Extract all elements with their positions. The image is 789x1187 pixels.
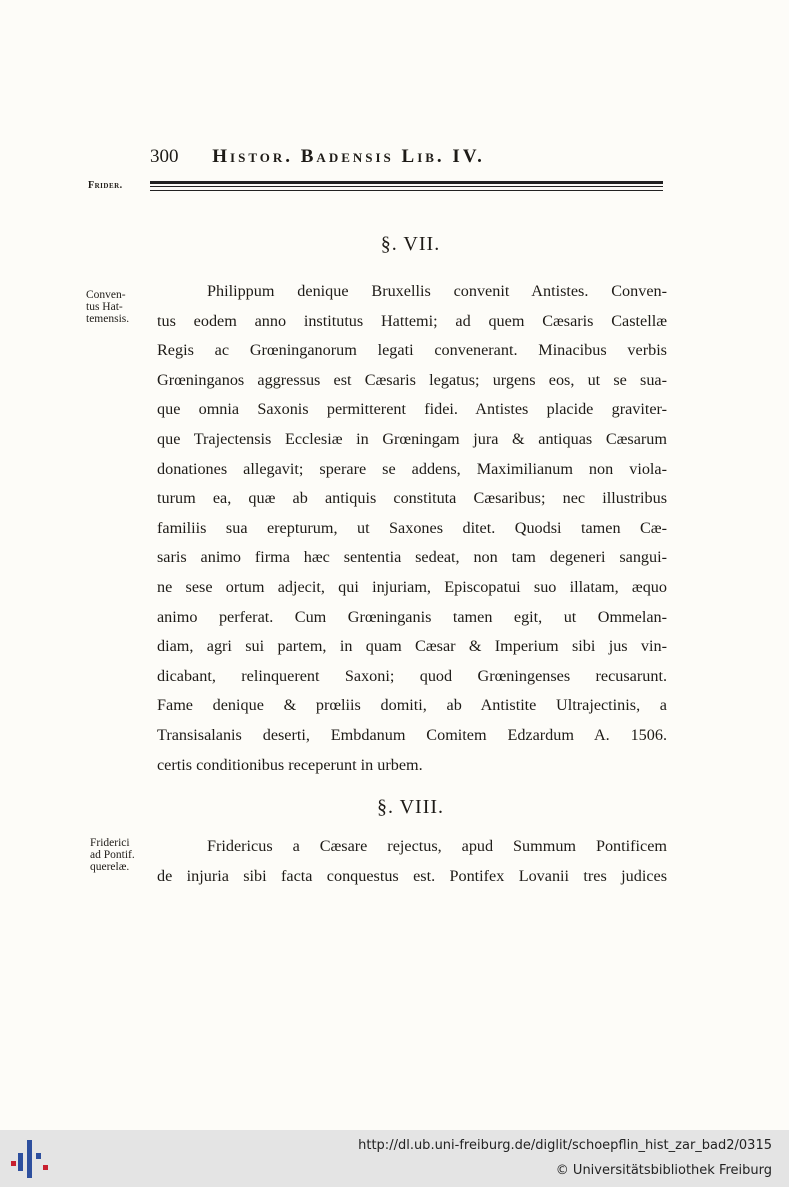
- text-line: de injuria sibi facta conquestus est. Pontifex Lovanii tres judices: [157, 866, 667, 885]
- section-heading: §. VIII.: [376, 796, 445, 818]
- text-line: familiis sua erepturum, ut Saxones ditet. Quodsi tamen Cæ-: [157, 518, 667, 537]
- text-line: diam, agri sui partem, in quam Cæsar & Imperium sibi jus vin-: [157, 637, 667, 656]
- text-line: donationes allegavit; sperare se addens, Maximilianum non viola-: [157, 459, 667, 478]
- text-line: Philippum denique Bruxellis convenit Antistes. Conven-: [207, 282, 667, 300]
- text-line: turum ea, quæ ab antiquis constituta Cæsaribus; nec illustribus: [157, 489, 667, 508]
- text-line: que omnia Saxonis permitterent fidei. Antistes placide graviter-: [157, 400, 667, 419]
- section-body: [157, 832, 667, 891]
- text-line: Transisalanis deserti, Embdanum Comitem Edzardum A. 1506.: [157, 725, 667, 744]
- margin-note-line: ad Pontif.: [90, 849, 135, 861]
- page-number: 300: [150, 146, 179, 167]
- margin-note: [90, 837, 135, 873]
- margin-note-line: querelæ.: [90, 861, 130, 873]
- text-line: ne sese ortum adjecit, qui injuriam, Episcopatui suo illatam, æquo: [157, 577, 667, 596]
- text-line: tus eodem anno institutus Hattemi; ad quem Cæsaris Castellæ: [157, 311, 667, 330]
- margin-label: Frider.: [88, 180, 123, 191]
- header-rule-thin: [150, 186, 663, 187]
- viewer-footer: [0, 1130, 789, 1187]
- margin-note-line: tus Hat-: [86, 301, 123, 313]
- library-logo-icon: [10, 1139, 50, 1179]
- margin-note-line: Conven-: [86, 289, 126, 301]
- running-header: [150, 146, 670, 168]
- permalink-url[interactable]: http://dl.ub.uni-freiburg.de/diglit/schoepflin_hist_zar_bad2/0315: [358, 1138, 772, 1153]
- margin-note-line: Friderici: [90, 837, 130, 849]
- text-line: dicabant, relinquerent Saxoni; quod Grœningenses recusarunt.: [157, 666, 667, 685]
- text-line: saris animo firma hæc sententia sedeat, non tam degeneri sangui-: [157, 548, 667, 567]
- section-body: [157, 277, 667, 780]
- margin-note-line: temensis.: [86, 313, 130, 325]
- text-line: Grœninganos aggressus est Cæsaris legatus; urgens eos, ut se sua-: [157, 370, 667, 389]
- text-line: Fame denique & prœliis domiti, ab Antistite Ultrajectinis, a: [157, 696, 667, 715]
- text-line: Regis ac Grœninganorum legati convenerant. Minacibus verbis: [157, 341, 667, 360]
- margin-note: [86, 289, 129, 325]
- header-rule-thin: [150, 190, 663, 191]
- section-heading: §. VII.: [380, 233, 441, 255]
- text-line: animo perferat. Cum Grœninganis tamen egit, ut Ommelan-: [157, 607, 667, 626]
- header-rule-thick: [150, 181, 663, 184]
- text-line: certis conditionibus receperunt in urbem.: [157, 755, 423, 774]
- text-line: Fridericus a Cæsare rejectus, apud Summum Pontificem: [207, 837, 667, 855]
- text-line: que Trajectensis Ecclesiæ in Grœningam jura & antiquas Cæsarum: [157, 429, 667, 448]
- copyright-notice: © Universitätsbibliothek Freiburg: [555, 1163, 772, 1178]
- running-title: Histor. Badensis Lib. IV.: [212, 146, 485, 167]
